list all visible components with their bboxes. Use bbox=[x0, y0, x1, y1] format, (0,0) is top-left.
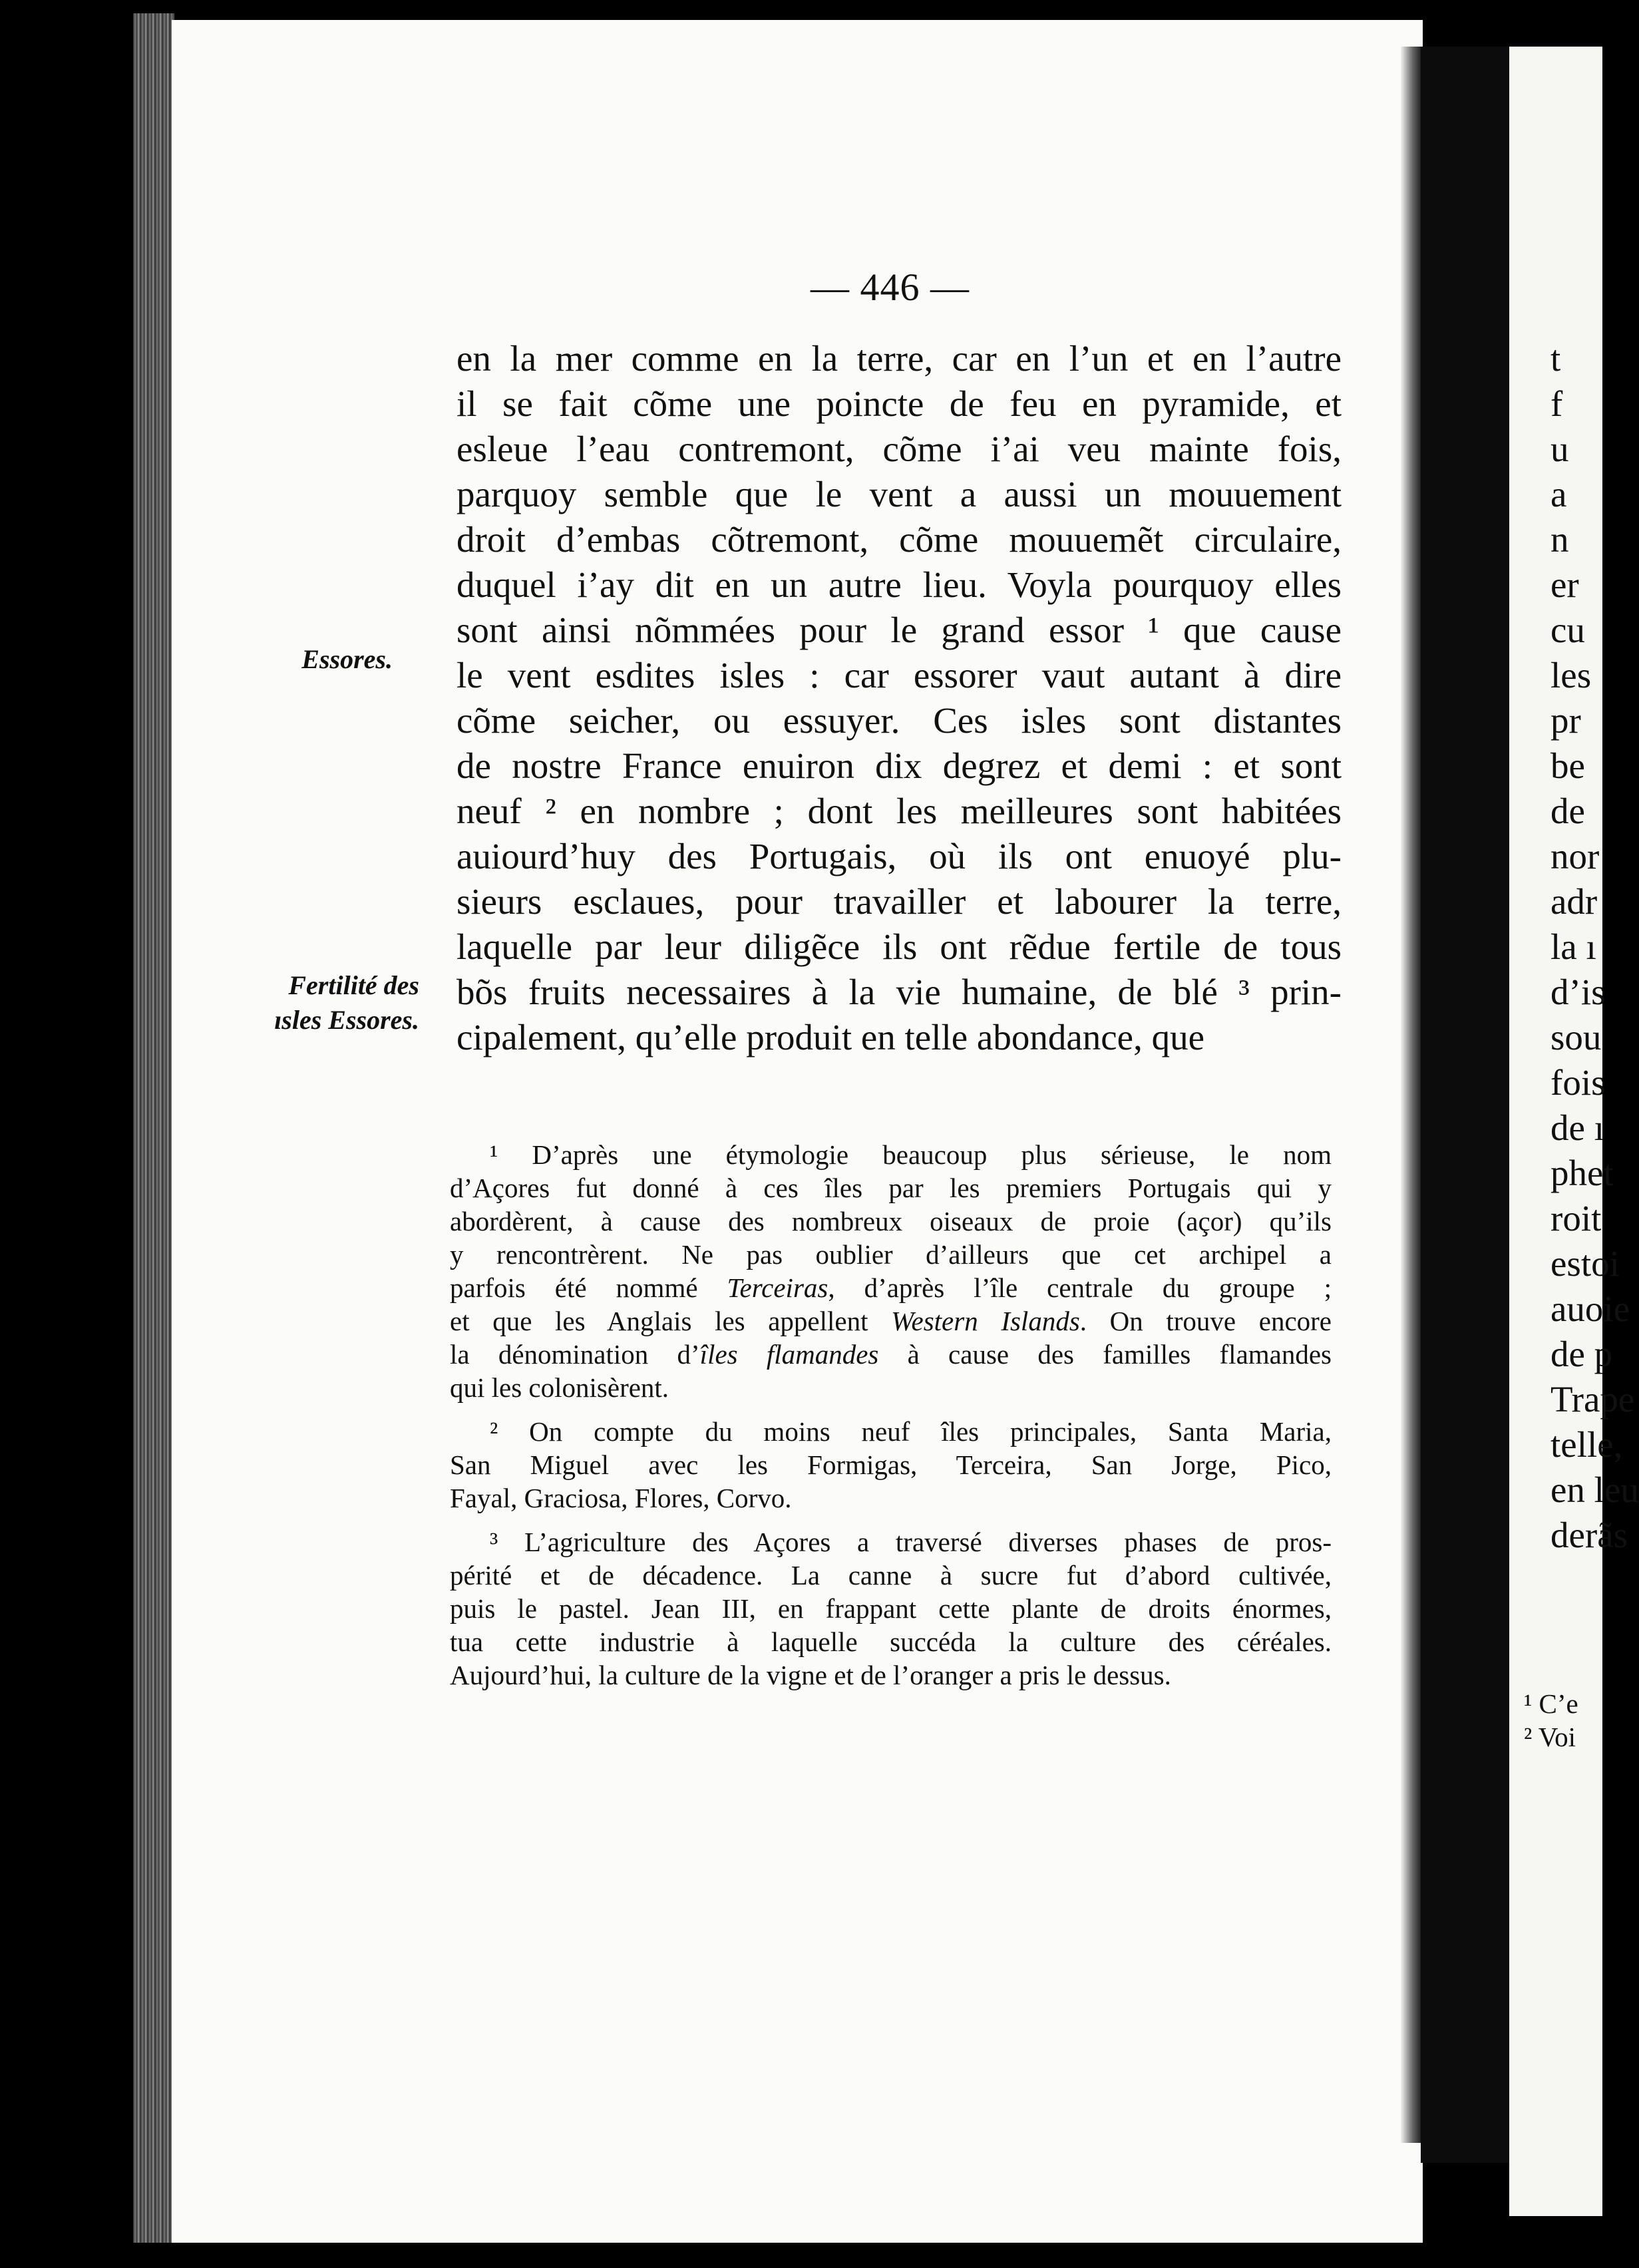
text-line: droit d’embas cõtremont, cõme mouuemẽt circulaire, bbox=[456, 519, 1342, 560]
text-line: parquoy semble que le vent a aussi un mouuement bbox=[456, 474, 1342, 514]
right-page-fragment: derãs bbox=[1550, 1515, 1628, 1555]
text-line: bõs fruits necessaires à la vie humaine, de blé ³ prin- bbox=[456, 972, 1342, 1012]
footnote-italic: Terceiras bbox=[727, 1272, 828, 1303]
right-page-fragment: estoi bbox=[1550, 1243, 1620, 1284]
right-page-fragment: phet bbox=[1550, 1153, 1614, 1193]
right-page-text-fragments bbox=[1550, 336, 1639, 1558]
right-page-fragment: adr bbox=[1550, 881, 1598, 922]
right-page-fragment: de bbox=[1550, 791, 1585, 831]
right-page-fragment: la ı bbox=[1550, 926, 1596, 967]
footnote-line: périté et de décadence. La canne à sucre fut d’abord cultivée, bbox=[450, 1560, 1332, 1591]
footnote-line: San Miguel avec les Formigas, Terceira, San Jorge, Pico, bbox=[450, 1449, 1332, 1480]
footnote-text: la dénomination d’ bbox=[450, 1339, 700, 1370]
margin-note-essores-text: Essores. bbox=[301, 644, 393, 674]
right-page-fragment: er bbox=[1550, 564, 1579, 605]
footnote-line: abordèrent, à cause des nombreux oiseaux de proie (açor) qu’ils bbox=[450, 1206, 1332, 1236]
right-page-fragment: cu bbox=[1550, 610, 1585, 650]
footnote-line bbox=[450, 1304, 1332, 1338]
text-line: neuf ² en nombre ; dont les meilleures sont habitées bbox=[456, 791, 1342, 831]
right-page-fragment: de p bbox=[1550, 1334, 1613, 1374]
footnote-line: ¹ D’après une étymologie beaucoup plus sérieuse, le nom bbox=[490, 1139, 1332, 1170]
footnote-text: parfois été nommé bbox=[450, 1272, 727, 1303]
margin-note-fertilite-line2: ısles Essores. bbox=[274, 1005, 419, 1035]
text-line: en la mer comme en la terre, car en l’un et en l’autre bbox=[456, 338, 1342, 379]
right-page-fragment: roit bbox=[1550, 1198, 1602, 1238]
footnote-3 bbox=[450, 1525, 1332, 1692]
footnote-line: Fayal, Graciosa, Flores, Corvo. bbox=[450, 1483, 792, 1513]
right-page-fragment: auoie bbox=[1550, 1288, 1630, 1329]
text-line: cipalement, qu’elle produit en telle abondance, que bbox=[456, 1017, 1204, 1057]
footnote-line: qui les colonisèrent. bbox=[450, 1372, 669, 1403]
text-line: sieurs esclaues, pour travailler et labourer la terre, bbox=[456, 881, 1342, 922]
footnote-line: tua cette industrie à laquelle succéda la culture des céréales. bbox=[450, 1626, 1332, 1657]
footnote-line: y rencontrèrent. Ne pas oublier d’ailleurs que cet archipel a bbox=[450, 1239, 1332, 1270]
footnote-1 bbox=[450, 1138, 1332, 1404]
right-page-fragment: u bbox=[1550, 429, 1569, 469]
footnote-line: ² On compte du moins neuf îles principales, Santa Maria, bbox=[490, 1416, 1332, 1447]
right-page-fragment: t bbox=[1550, 338, 1561, 379]
text-line: cõme seicher, ou essuyer. Ces isles sont distantes bbox=[456, 700, 1342, 741]
right-page-fragment: nor bbox=[1550, 836, 1600, 876]
footnote-line bbox=[450, 1338, 1332, 1371]
margin-note-essores bbox=[293, 642, 393, 677]
footnote-text: à cause des familles flamandes bbox=[878, 1339, 1332, 1370]
footnote-line: Aujourd’hui, la culture de la vigne et de l’oranger a pris le dessus. bbox=[450, 1660, 1171, 1690]
right-page-fragment: de ı bbox=[1550, 1107, 1604, 1148]
right-page-fragment: telle, bbox=[1550, 1424, 1623, 1465]
footnote-2 bbox=[450, 1415, 1332, 1515]
margin-note-fertilite bbox=[240, 968, 419, 1038]
gutter-shadow bbox=[1421, 47, 1511, 2163]
book-gutter bbox=[1401, 47, 1421, 2143]
text-line: sont ainsi nõmmées pour le grand essor ¹ que cause bbox=[456, 610, 1342, 650]
footnote-line: ³ L’agriculture des Açores a traversé diverses phases de pros- bbox=[490, 1527, 1332, 1557]
footnote-text: . On trouve encore bbox=[1079, 1306, 1332, 1336]
right-page-fragment: fois bbox=[1550, 1062, 1606, 1103]
text-line: auiourd’huy des Portugais, où ils ont enuoyé plu- bbox=[456, 836, 1342, 876]
footnote-text: et que les Anglais les appellent bbox=[450, 1306, 892, 1336]
text-line: duquel i’ay dit en un autre lieu. Voyla pourquoy elles bbox=[456, 564, 1342, 605]
right-page-footnote-fragments bbox=[1524, 1687, 1604, 1754]
footnote-line: d’Açores fut donné à ces îles par les premiers Portugais qui y bbox=[450, 1173, 1332, 1203]
footnote-text: , d’après l’île centrale du groupe ; bbox=[828, 1272, 1332, 1303]
right-page-fragment: a bbox=[1550, 474, 1567, 514]
right-page-fragment: pr bbox=[1550, 700, 1581, 741]
right-page-footnote-fragment: ² Voi bbox=[1524, 1722, 1576, 1752]
main-text bbox=[456, 336, 1342, 1060]
book-page-edges bbox=[133, 13, 174, 2243]
text-line: il se fait cõme une poincte de feu en pyramide, et bbox=[456, 383, 1342, 424]
right-page-footnote-fragment: ¹ C’e bbox=[1524, 1688, 1578, 1719]
text-line: esleue l’eau contremont, cõme i’ai veu mainte fois, bbox=[456, 429, 1342, 469]
text-line: laquelle par leur diligẽce ils ont rẽdue fertile de tous bbox=[456, 926, 1342, 967]
right-page-fragment: n bbox=[1550, 519, 1569, 560]
right-page-fragment: en leu bbox=[1550, 1469, 1639, 1510]
text-line: de nostre France enuiron dix degrez et demi : et sont bbox=[456, 745, 1342, 786]
footnote-line: puis le pastel. Jean III, en frappant cette plante de droits énormes, bbox=[450, 1593, 1332, 1624]
footnote-line bbox=[450, 1271, 1332, 1304]
right-page-fragment: Trape bbox=[1550, 1379, 1635, 1419]
text-line: le vent esdites isles : car essorer vaut autant à dire bbox=[456, 655, 1342, 695]
page-number: — 446 — bbox=[811, 266, 970, 309]
right-page-fragment: les bbox=[1550, 655, 1592, 695]
right-page-fragment: d’is bbox=[1550, 972, 1606, 1012]
footnote-italic: îles flamandes bbox=[699, 1339, 879, 1370]
right-page-fragment: sou bbox=[1550, 1017, 1602, 1057]
right-page-fragment: f bbox=[1550, 383, 1563, 424]
right-page-fragment: be bbox=[1550, 745, 1585, 786]
footnotes bbox=[450, 1138, 1332, 1702]
footnote-italic: Western Islands bbox=[891, 1306, 1080, 1336]
margin-note-fertilite-line1: Fertilité des bbox=[288, 970, 419, 1000]
